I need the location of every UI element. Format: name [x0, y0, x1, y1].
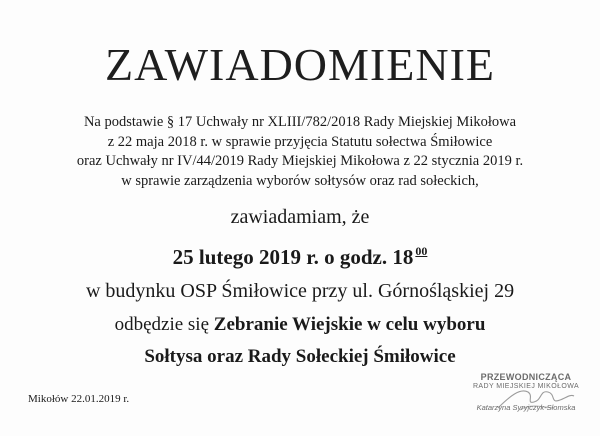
stamp-role: PRZEWODNICZĄCA	[480, 372, 572, 382]
place-and-date: Mikołów 22.01.2019 r.	[28, 393, 130, 405]
intro-line: w sprawie zarządzenia wyborów sołtysów oraz rad sołeckich,	[121, 172, 479, 189]
purpose-prefix: odbędzie się	[114, 314, 210, 335]
intro-line: oraz Uchwały nr IV/44/2019 Rady Miejskiej Mikołowa z 22 stycznia 2019 r.	[76, 153, 524, 169]
intro-line: z 22 maja 2018 r. w sprawie przyjęcia Statutu sołectwa Śmiłowice	[107, 133, 493, 150]
intro-line: Na podstawie § 17 Uchwały nr XLIII/782/2018 Rady Miejskiej Mikołowa	[83, 114, 517, 130]
meeting-location: w budynku OSP Śmiłowice przy ul. Górnośląskiej 29	[85, 280, 515, 302]
stamp-name: Katarzyna Syryjczyk-Słomska	[476, 403, 576, 412]
announce-text: zawiadamiam, że	[230, 206, 370, 228]
legal-basis-paragraph	[20, 113, 580, 191]
purpose-bold: Zebranie Wiejskie w celu wyboru	[213, 314, 486, 335]
purpose-second-line: Sołtysa oraz Rady Sołeckiej Śmiłowice	[144, 346, 456, 367]
stamp-council: RADY MIEJSKIEJ MIKOŁOWA	[472, 383, 580, 390]
document-title: ZAWIADOMIENIE	[105, 39, 495, 90]
meeting-purpose	[0, 314, 600, 336]
official-stamp	[456, 372, 596, 412]
meeting-minutes: 00	[415, 244, 428, 258]
meeting-date-hour: 25 lutego 2019 r. o godz. 18	[172, 245, 414, 269]
meeting-datetime	[0, 244, 600, 270]
